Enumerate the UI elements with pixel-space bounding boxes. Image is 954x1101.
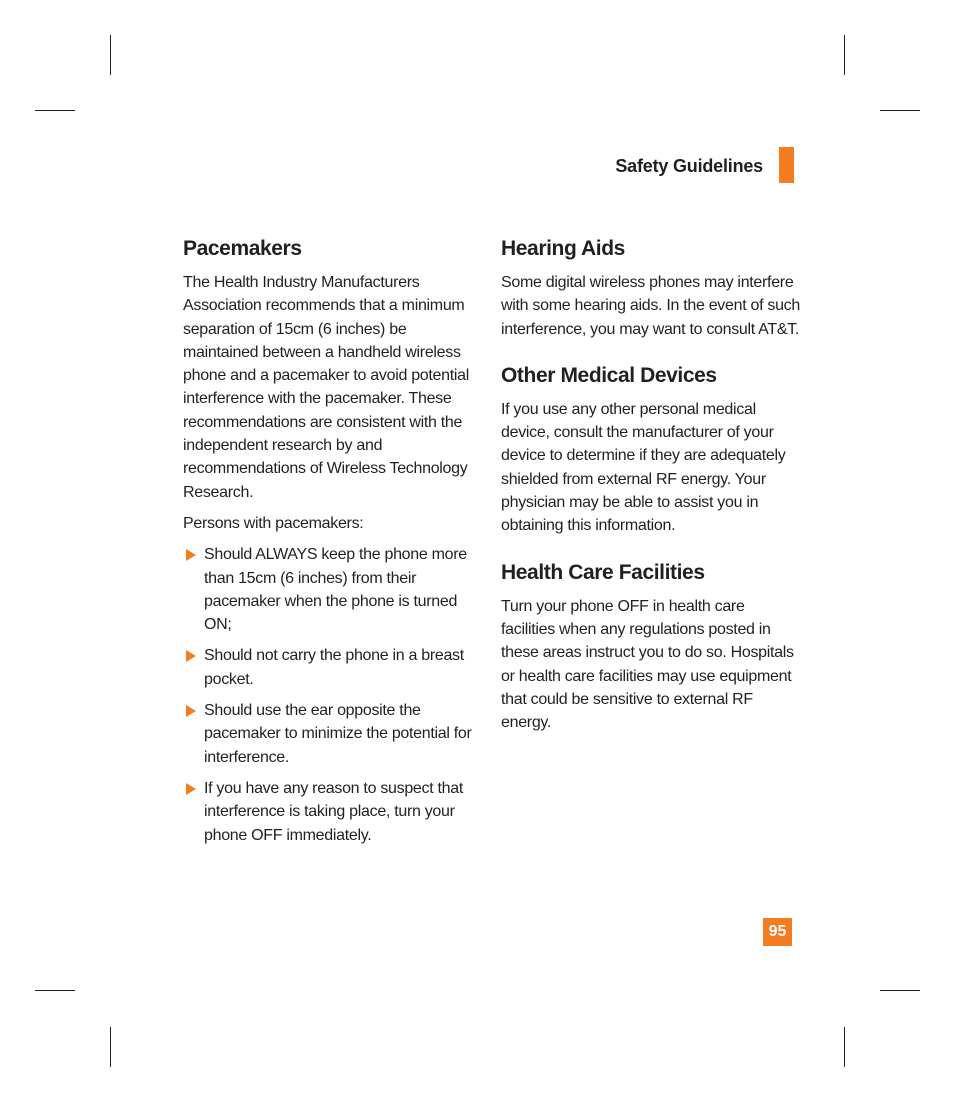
crop-mark bbox=[844, 35, 845, 75]
crop-mark bbox=[35, 990, 75, 991]
arrow-bullet-icon bbox=[186, 549, 196, 561]
section-tab-marker bbox=[779, 147, 794, 183]
health-care-facilities-body: Turn your phone OFF in health care facilities when any regulations posted in these areas instruct you to do so. Hospitals or health care facilities may use equipment that could be sensitive to external RF energy. bbox=[501, 597, 794, 732]
hearing-aids-body: Some digital wireless phones may interfere with some hearing aids. In the event of such interference, you may want to consult AT&T. bbox=[501, 274, 800, 338]
list-item bbox=[183, 777, 483, 847]
list-item bbox=[183, 644, 483, 691]
crop-mark bbox=[880, 110, 920, 111]
crop-mark bbox=[35, 110, 75, 111]
pacemakers-heading: Pacemakers bbox=[183, 237, 302, 260]
left-column bbox=[183, 236, 483, 855]
pacemakers-intro: The Health Industry Manufacturers Association recommends that a minimum separation of 15cm (6 inches) be maintained between a handheld wireless phone and a pacemaker to avoid potential interference with the pacemaker. These recommendations are consistent with the independent research by and recommendations of Wireless Technology Research. bbox=[183, 274, 469, 501]
hearing-aids-heading: Hearing Aids bbox=[501, 237, 625, 260]
arrow-bullet-icon bbox=[186, 783, 196, 795]
section-title: Safety Guidelines bbox=[615, 156, 763, 176]
list-item bbox=[183, 543, 483, 636]
arrow-bullet-icon bbox=[186, 650, 196, 662]
list-item-text: Should ALWAYS keep the phone more than 15cm (6 inches) from their pacemaker when the phone is turned ON; bbox=[204, 546, 467, 634]
page-number-badge: 95 bbox=[763, 918, 792, 946]
right-column bbox=[501, 236, 801, 734]
crop-mark bbox=[110, 35, 111, 75]
crop-mark bbox=[110, 1027, 111, 1067]
pacemakers-persons-label: Persons with pacemakers: bbox=[183, 514, 364, 532]
crop-mark bbox=[880, 990, 920, 991]
list-item-text: If you have any reason to suspect that interference is taking place, turn your phone OFF immediately. bbox=[204, 779, 463, 844]
list-item bbox=[183, 699, 483, 769]
list-item-text: Should use the ear opposite the pacemaker to minimize the potential for interference. bbox=[204, 702, 472, 766]
pacemakers-bullet-list bbox=[183, 543, 483, 847]
health-care-facilities-heading: Health Care Facilities bbox=[501, 560, 705, 584]
list-item-text: Should not carry the phone in a breast pocket. bbox=[204, 647, 464, 688]
arrow-bullet-icon bbox=[186, 705, 196, 717]
crop-mark bbox=[844, 1027, 845, 1067]
other-medical-devices-heading: Other Medical Devices bbox=[501, 363, 717, 387]
other-medical-devices-body: If you use any other personal medical device, consult the manufacturer of your device to determine if they are adequately shielded from external RF energy. Your physician may be able to assist you in obtaining this information. bbox=[501, 400, 786, 535]
